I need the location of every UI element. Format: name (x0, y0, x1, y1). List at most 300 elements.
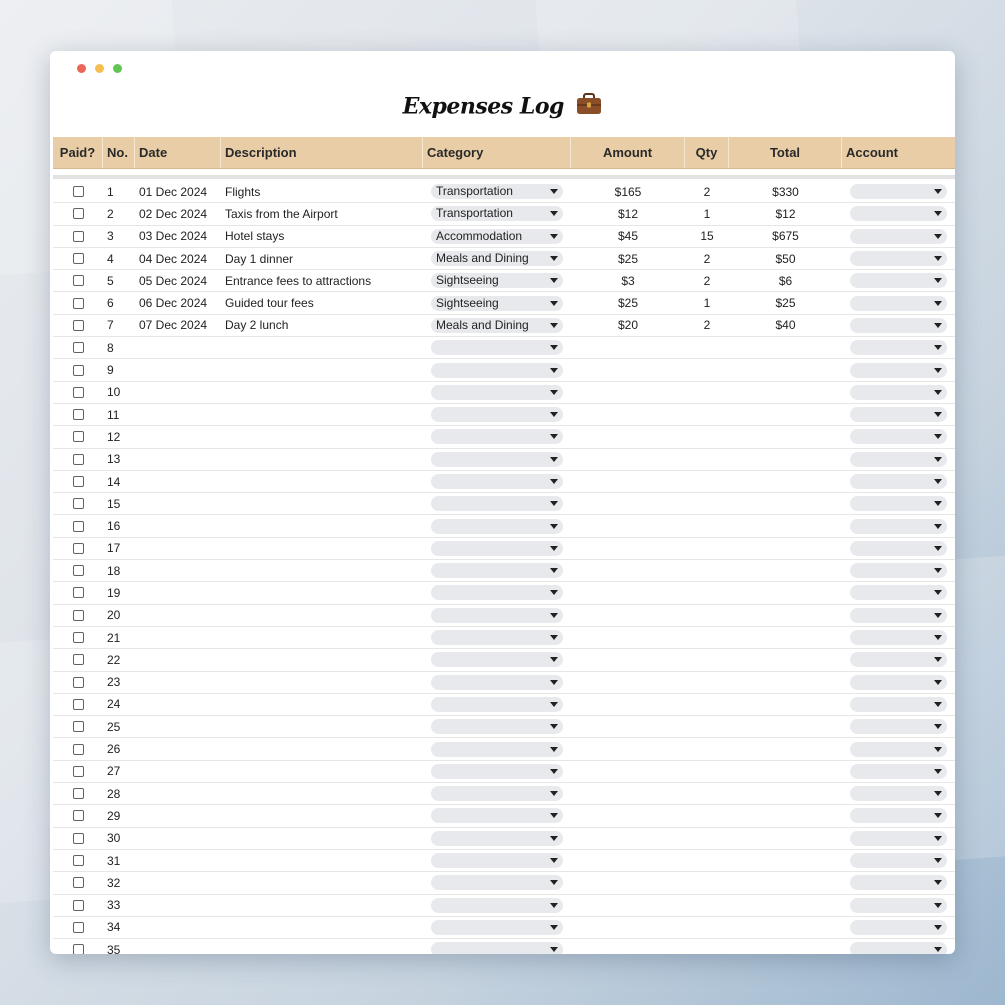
column-header-amount[interactable]: Amount (571, 137, 685, 168)
category-cell[interactable] (423, 764, 571, 779)
account-dropdown[interactable] (850, 273, 947, 288)
account-dropdown[interactable] (850, 942, 947, 954)
category-dropdown[interactable] (431, 407, 563, 422)
description-cell[interactable]: Hotel stays (225, 229, 285, 244)
category-cell[interactable] (423, 496, 571, 511)
qty-cell[interactable]: 2 (703, 184, 711, 199)
paid-cell[interactable] (53, 342, 103, 353)
account-dropdown[interactable] (850, 585, 947, 600)
category-dropdown[interactable] (431, 898, 563, 913)
paid-cell[interactable] (53, 632, 103, 643)
category-cell[interactable] (423, 652, 571, 667)
account-dropdown[interactable] (850, 385, 947, 400)
paid-cell[interactable] (53, 543, 103, 554)
paid-cell[interactable] (53, 320, 103, 331)
account-cell[interactable] (842, 942, 955, 954)
account-dropdown[interactable] (850, 764, 947, 779)
paid-checkbox[interactable] (73, 744, 84, 755)
paid-checkbox[interactable] (73, 810, 84, 821)
paid-checkbox[interactable] (73, 944, 84, 954)
account-cell[interactable] (842, 608, 955, 623)
account-dropdown[interactable] (850, 608, 947, 623)
paid-cell[interactable] (53, 409, 103, 420)
no-cell[interactable]: 34 (107, 920, 121, 935)
category-cell[interactable] (423, 251, 571, 266)
paid-checkbox[interactable] (73, 498, 84, 509)
category-cell[interactable] (423, 697, 571, 712)
paid-checkbox[interactable] (73, 454, 84, 465)
paid-checkbox[interactable] (73, 186, 84, 197)
no-cell[interactable]: 32 (107, 875, 121, 890)
paid-checkbox[interactable] (73, 231, 84, 242)
paid-checkbox[interactable] (73, 208, 84, 219)
paid-cell[interactable] (53, 275, 103, 286)
paid-checkbox[interactable] (73, 409, 84, 420)
paid-cell[interactable] (53, 833, 103, 844)
account-dropdown[interactable] (850, 853, 947, 868)
account-dropdown[interactable] (850, 808, 947, 823)
paid-checkbox[interactable] (73, 476, 84, 487)
account-cell[interactable] (842, 474, 955, 489)
category-dropdown[interactable] (431, 474, 563, 489)
category-cell[interactable] (423, 229, 571, 244)
paid-cell[interactable] (53, 810, 103, 821)
account-cell[interactable] (842, 875, 955, 890)
account-cell[interactable] (842, 251, 955, 266)
paid-cell[interactable] (53, 521, 103, 532)
category-dropdown[interactable] (431, 563, 563, 578)
account-cell[interactable] (842, 742, 955, 757)
account-dropdown[interactable] (850, 407, 947, 422)
amount-cell[interactable]: $20 (617, 318, 639, 333)
no-cell[interactable]: 14 (107, 474, 121, 489)
paid-checkbox[interactable] (73, 565, 84, 576)
no-cell[interactable]: 33 (107, 898, 121, 913)
category-dropdown[interactable] (431, 875, 563, 890)
account-cell[interactable] (842, 229, 955, 244)
paid-cell[interactable] (53, 498, 103, 509)
category-dropdown[interactable] (431, 808, 563, 823)
category-cell[interactable] (423, 875, 571, 890)
category-cell[interactable] (423, 898, 571, 913)
category-dropdown[interactable] (431, 385, 563, 400)
description-cell[interactable]: Entrance fees to attractions (225, 273, 372, 288)
category-dropdown[interactable] (431, 296, 563, 311)
account-dropdown[interactable] (850, 340, 947, 355)
category-cell[interactable] (423, 920, 571, 935)
account-dropdown[interactable] (850, 697, 947, 712)
category-dropdown[interactable] (431, 630, 563, 645)
paid-checkbox[interactable] (73, 587, 84, 598)
category-cell[interactable] (423, 407, 571, 422)
account-cell[interactable] (842, 541, 955, 556)
category-cell[interactable] (423, 206, 571, 221)
category-cell[interactable] (423, 742, 571, 757)
paid-cell[interactable] (53, 877, 103, 888)
category-dropdown[interactable] (431, 452, 563, 467)
no-cell[interactable]: 7 (107, 318, 114, 333)
account-cell[interactable] (842, 273, 955, 288)
category-dropdown[interactable] (431, 206, 563, 221)
date-cell[interactable]: 03 Dec 2024 (139, 229, 208, 244)
paid-checkbox[interactable] (73, 766, 84, 777)
paid-cell[interactable] (53, 365, 103, 376)
total-cell[interactable]: $675 (772, 229, 799, 244)
category-cell[interactable] (423, 541, 571, 556)
minimize-window-button[interactable] (95, 64, 104, 73)
category-dropdown[interactable] (431, 652, 563, 667)
no-cell[interactable]: 24 (107, 697, 121, 712)
column-header-paid[interactable]: Paid? (53, 137, 103, 168)
paid-cell[interactable] (53, 766, 103, 777)
description-cell[interactable]: Day 1 dinner (225, 251, 294, 266)
category-cell[interactable] (423, 519, 571, 534)
account-cell[interactable] (842, 563, 955, 578)
category-cell[interactable] (423, 273, 571, 288)
account-dropdown[interactable] (850, 229, 947, 244)
caret-down-icon (934, 590, 942, 595)
qty-cell[interactable]: 15 (700, 229, 714, 244)
paid-checkbox[interactable] (73, 632, 84, 643)
no-cell[interactable]: 12 (107, 429, 121, 444)
category-dropdown[interactable] (431, 920, 563, 935)
category-dropdown[interactable] (431, 697, 563, 712)
no-cell[interactable]: 30 (107, 831, 121, 846)
paid-cell[interactable] (53, 944, 103, 954)
account-dropdown[interactable] (850, 786, 947, 801)
no-cell[interactable]: 4 (107, 251, 114, 266)
no-cell[interactable]: 26 (107, 742, 121, 757)
account-cell[interactable] (842, 675, 955, 690)
paid-cell[interactable] (53, 431, 103, 442)
account-cell[interactable] (842, 786, 955, 801)
paid-cell[interactable] (53, 565, 103, 576)
no-cell[interactable]: 2 (107, 206, 114, 221)
account-cell[interactable] (842, 452, 955, 467)
date-cell[interactable]: 05 Dec 2024 (139, 273, 208, 288)
column-header-account[interactable]: Account (846, 145, 898, 160)
paid-cell[interactable] (53, 476, 103, 487)
account-cell[interactable] (842, 697, 955, 712)
no-cell[interactable]: 3 (107, 229, 114, 244)
date-cell[interactable]: 07 Dec 2024 (139, 318, 208, 333)
account-cell[interactable] (842, 898, 955, 913)
amount-cell[interactable]: $165 (614, 184, 642, 199)
no-cell[interactable]: 5 (107, 273, 114, 288)
category-cell[interactable] (423, 318, 571, 333)
total-cell[interactable]: $25 (775, 296, 796, 311)
account-dropdown[interactable] (850, 452, 947, 467)
no-cell[interactable]: 27 (107, 764, 121, 779)
paid-checkbox[interactable] (73, 320, 84, 331)
category-cell[interactable] (423, 853, 571, 868)
no-cell[interactable]: 1 (107, 184, 114, 199)
maximize-window-button[interactable] (113, 64, 122, 73)
table-row (53, 872, 955, 894)
account-cell[interactable] (842, 831, 955, 846)
amount-cell[interactable]: $12 (617, 206, 639, 221)
no-cell[interactable]: 11 (107, 407, 120, 422)
account-dropdown[interactable] (850, 831, 947, 846)
date-cell[interactable]: 02 Dec 2024 (139, 206, 208, 221)
caret-down-icon (934, 390, 942, 395)
category-cell[interactable] (423, 385, 571, 400)
column-header-date[interactable]: Date (135, 137, 221, 168)
paid-cell[interactable] (53, 744, 103, 755)
paid-cell[interactable] (53, 654, 103, 665)
account-cell[interactable] (842, 920, 955, 935)
qty-cell[interactable]: 1 (703, 206, 711, 221)
account-dropdown[interactable] (850, 630, 947, 645)
paid-cell[interactable] (53, 788, 103, 799)
account-cell[interactable] (842, 318, 955, 333)
account-cell[interactable] (842, 363, 955, 378)
amount-cell[interactable]: $3 (621, 273, 635, 288)
account-dropdown[interactable] (850, 429, 947, 444)
caret-down-icon (934, 234, 942, 239)
amount-cell[interactable]: $45 (617, 229, 639, 244)
category-dropdown[interactable] (431, 675, 563, 690)
paid-cell[interactable] (53, 900, 103, 911)
paid-checkbox[interactable] (73, 900, 84, 911)
category-cell[interactable] (423, 675, 571, 690)
paid-cell[interactable] (53, 253, 103, 264)
category-dropdown[interactable] (431, 184, 563, 199)
category-dropdown[interactable] (431, 764, 563, 779)
category-dropdown[interactable] (431, 831, 563, 846)
account-dropdown[interactable] (850, 251, 947, 266)
account-dropdown[interactable] (850, 898, 947, 913)
category-dropdown[interactable] (431, 363, 563, 378)
account-cell[interactable] (842, 496, 955, 511)
total-cell[interactable]: $40 (775, 318, 796, 333)
category-cell[interactable] (423, 630, 571, 645)
no-cell[interactable]: 21 (107, 630, 121, 645)
paid-cell[interactable] (53, 208, 103, 219)
table-row (53, 404, 955, 426)
category-dropdown[interactable] (431, 608, 563, 623)
category-cell[interactable] (423, 184, 571, 199)
account-dropdown[interactable] (850, 474, 947, 489)
column-header-no[interactable]: No. (103, 137, 135, 168)
paid-cell[interactable] (53, 721, 103, 732)
account-dropdown[interactable] (850, 719, 947, 734)
total-cell[interactable]: $330 (772, 184, 799, 199)
paid-cell[interactable] (53, 610, 103, 621)
amount-cell[interactable]: $25 (617, 296, 639, 311)
no-cell[interactable]: 35 (107, 942, 121, 954)
description-cell[interactable]: Day 2 lunch (225, 318, 289, 333)
category-dropdown[interactable] (431, 719, 563, 734)
qty-cell[interactable]: 1 (703, 296, 711, 311)
paid-checkbox[interactable] (73, 677, 84, 688)
account-dropdown[interactable] (850, 206, 947, 221)
paid-cell[interactable] (53, 298, 103, 309)
no-cell[interactable]: 28 (107, 786, 121, 801)
category-dropdown[interactable] (431, 742, 563, 757)
category-dropdown[interactable] (431, 853, 563, 868)
no-cell[interactable]: 9 (107, 363, 114, 378)
qty-cell[interactable]: 2 (703, 251, 711, 266)
category-cell[interactable] (423, 808, 571, 823)
account-cell[interactable] (842, 407, 955, 422)
account-cell[interactable] (842, 184, 955, 199)
category-dropdown[interactable] (431, 786, 563, 801)
paid-cell[interactable] (53, 699, 103, 710)
paid-checkbox[interactable] (73, 431, 84, 442)
paid-checkbox[interactable] (73, 855, 84, 866)
category-cell[interactable] (423, 786, 571, 801)
category-dropdown[interactable] (431, 496, 563, 511)
paid-cell[interactable] (53, 587, 103, 598)
category-cell[interactable] (423, 363, 571, 378)
paid-checkbox[interactable] (73, 387, 84, 398)
category-dropdown[interactable] (431, 541, 563, 556)
account-cell[interactable] (842, 630, 955, 645)
account-dropdown[interactable] (850, 496, 947, 511)
category-cell[interactable] (423, 831, 571, 846)
account-dropdown[interactable] (850, 675, 947, 690)
account-cell[interactable] (842, 429, 955, 444)
account-cell[interactable] (842, 652, 955, 667)
paid-cell[interactable] (53, 231, 103, 242)
no-cell[interactable]: 20 (107, 608, 121, 623)
date-cell[interactable]: 06 Dec 2024 (139, 296, 208, 311)
paid-checkbox[interactable] (73, 610, 84, 621)
no-cell[interactable]: 10 (107, 385, 121, 400)
account-cell[interactable] (842, 206, 955, 221)
category-cell[interactable] (423, 608, 571, 623)
column-header-category[interactable]: Category (423, 137, 571, 168)
category-dropdown[interactable] (431, 585, 563, 600)
column-header-qty[interactable]: Qty (685, 137, 729, 168)
paid-checkbox[interactable] (73, 877, 84, 888)
account-dropdown[interactable] (850, 742, 947, 757)
category-dropdown[interactable] (431, 429, 563, 444)
caret-down-icon (550, 211, 558, 216)
paid-checkbox[interactable] (73, 833, 84, 844)
description-cell[interactable]: Taxis from the Airport (225, 206, 338, 221)
account-cell[interactable] (842, 853, 955, 868)
description-cell[interactable]: Guided tour fees (225, 296, 314, 311)
category-cell[interactable] (423, 942, 571, 954)
account-cell[interactable] (842, 719, 955, 734)
date-cell[interactable]: 04 Dec 2024 (139, 251, 208, 266)
category-dropdown[interactable] (431, 229, 563, 244)
account-cell[interactable] (842, 519, 955, 534)
no-cell[interactable]: 15 (107, 496, 121, 511)
paid-cell[interactable] (53, 677, 103, 688)
account-cell[interactable] (842, 585, 955, 600)
category-cell[interactable] (423, 719, 571, 734)
category-dropdown[interactable] (431, 273, 563, 288)
paid-checkbox[interactable] (73, 543, 84, 554)
account-cell[interactable] (842, 764, 955, 779)
no-cell[interactable]: 17 (107, 541, 121, 556)
paid-cell[interactable] (53, 922, 103, 933)
total-cell[interactable]: $50 (775, 251, 796, 266)
paid-checkbox[interactable] (73, 699, 84, 710)
paid-checkbox[interactable] (73, 521, 84, 532)
category-dropdown[interactable] (431, 340, 563, 355)
paid-checkbox[interactable] (73, 275, 84, 286)
qty-cell[interactable]: 2 (703, 273, 711, 288)
paid-cell[interactable] (53, 855, 103, 866)
paid-cell[interactable] (53, 387, 103, 398)
account-dropdown[interactable] (850, 563, 947, 578)
account-dropdown[interactable] (850, 875, 947, 890)
account-dropdown[interactable] (850, 652, 947, 667)
description-cell[interactable]: Flights (225, 184, 261, 199)
category-cell[interactable] (423, 585, 571, 600)
category-cell[interactable] (423, 340, 571, 355)
paid-checkbox[interactable] (73, 788, 84, 799)
no-cell[interactable]: 23 (107, 675, 121, 690)
account-cell[interactable] (842, 340, 955, 355)
account-dropdown[interactable] (850, 363, 947, 378)
no-cell[interactable]: 6 (107, 296, 114, 311)
account-cell[interactable] (842, 296, 955, 311)
column-header-description[interactable]: Description (221, 137, 423, 168)
date-cell[interactable]: 01 Dec 2024 (139, 184, 208, 199)
paid-checkbox[interactable] (73, 298, 84, 309)
qty-cell[interactable]: 2 (703, 318, 711, 333)
close-window-button[interactable] (77, 64, 86, 73)
no-cell[interactable]: 25 (107, 719, 121, 734)
category-cell[interactable] (423, 563, 571, 578)
category-cell[interactable] (423, 296, 571, 311)
account-dropdown[interactable] (850, 519, 947, 534)
no-cell[interactable]: 8 (107, 340, 114, 355)
total-cell[interactable]: $6 (778, 273, 793, 288)
no-cell[interactable]: 22 (107, 652, 121, 667)
category-cell[interactable] (423, 429, 571, 444)
no-cell[interactable]: 31 (107, 853, 121, 868)
no-cell[interactable]: 19 (107, 585, 121, 600)
no-cell[interactable]: 18 (107, 563, 121, 578)
account-dropdown[interactable] (850, 296, 947, 311)
paid-checkbox[interactable] (73, 365, 84, 376)
account-cell[interactable] (842, 385, 955, 400)
no-cell[interactable]: 13 (107, 452, 121, 467)
account-cell[interactable] (842, 808, 955, 823)
category-dropdown[interactable] (431, 251, 563, 266)
category-dropdown[interactable] (431, 942, 563, 954)
paid-checkbox[interactable] (73, 654, 84, 665)
category-dropdown[interactable] (431, 318, 563, 333)
total-cell[interactable]: $12 (775, 206, 796, 221)
no-cell[interactable]: 16 (107, 519, 121, 534)
paid-checkbox[interactable] (73, 922, 84, 933)
category-dropdown[interactable] (431, 519, 563, 534)
paid-cell[interactable] (53, 454, 103, 465)
category-cell[interactable] (423, 452, 571, 467)
category-value: Meals and Dining (436, 251, 529, 266)
paid-checkbox[interactable] (73, 253, 84, 264)
paid-checkbox[interactable] (73, 342, 84, 353)
account-dropdown[interactable] (850, 184, 947, 199)
paid-checkbox[interactable] (73, 721, 84, 732)
table-header (53, 137, 955, 169)
account-dropdown[interactable] (850, 541, 947, 556)
category-cell[interactable] (423, 474, 571, 489)
amount-cell[interactable]: $25 (617, 251, 639, 266)
account-dropdown[interactable] (850, 920, 947, 935)
paid-cell[interactable] (53, 186, 103, 197)
account-dropdown[interactable] (850, 318, 947, 333)
no-cell[interactable]: 29 (107, 808, 121, 823)
column-header-total[interactable]: Total (729, 137, 842, 168)
